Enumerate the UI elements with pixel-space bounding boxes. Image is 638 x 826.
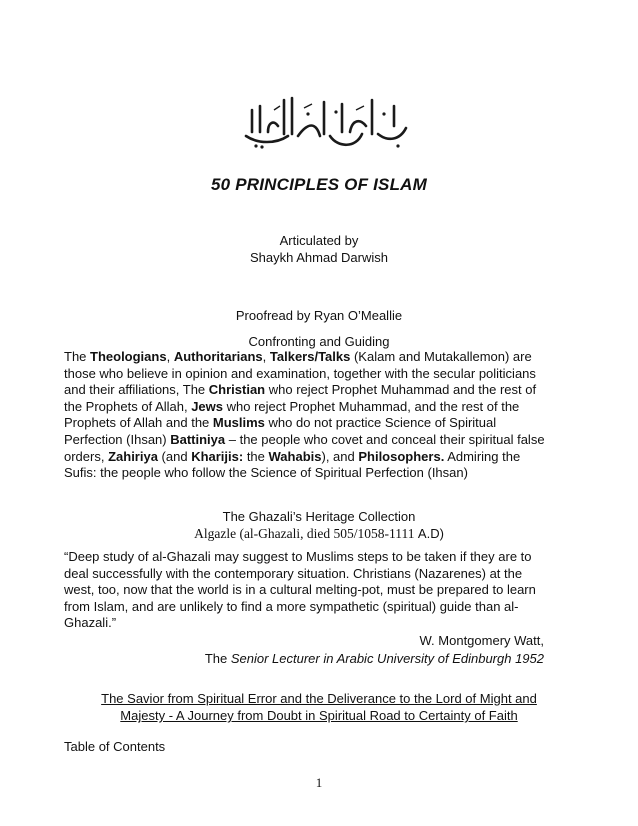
intro-paragraph: The Theologians, Authoritarians, Talkers/Talks (Kalam and Mutakallemon) are those who believe in opinion and examination, together with the secular politicians and their affiliations, The Christian who reject Prophet Muhammad and the rest of the Prophets of Allah, Jews who reject Prophet Muhammad, and the rest of the Prophets of Allah and the Muslims who do not practice Science of Spiritual Perfection (Ihsan) Battiniya – the people who covet and conceal their spiritual false orders, Zahiriya (and Kharijis: the Wahabis), and Philosophers. Admiring the Sufis: the people who follow the Science of Spiritual Perfection (Ihsan) bbox=[64, 349, 545, 481]
quote-author-role: The Senior Lecturer in Arabic University of Edinburgh 1952 bbox=[204, 651, 544, 666]
collection-subtitle bbox=[0, 525, 638, 542]
articulated-by-label: Articulated by bbox=[279, 233, 359, 248]
collection-name: The Ghazali’s Heritage Collection bbox=[222, 509, 416, 524]
intro-heading: Confronting and Guiding bbox=[248, 334, 390, 349]
watt-quote: “Deep study of al-Ghazali may suggest to Muslims steps to be taken if they are to deal successfully with the contemporary situation. Christians (Nazarenes) at the west, too, now that the world is in a cultural melting-pot, must be prepared to learn from Islam, and are unlikely to find a more sympathetic (spiritual) guide than al-Ghazali.” bbox=[64, 549, 536, 631]
proofreader: Proofread by Ryan O’Meallie bbox=[235, 308, 403, 323]
basmala-calligraphy bbox=[238, 92, 413, 154]
collection-subtitle-serif: Algazle (al-Ghazali, died 505/1058-1111 bbox=[194, 526, 418, 541]
book-title-line-1: The Savior from Spiritual Error and the Deliverance to the Lord of Might and bbox=[101, 691, 537, 706]
quote-author: W. Montgomery Watt, bbox=[419, 633, 544, 648]
table-of-contents-heading: Table of Contents bbox=[64, 739, 166, 754]
document-title: 50 PRINCIPLES OF ISLAM bbox=[211, 175, 427, 194]
page-number: 1 bbox=[315, 775, 323, 790]
book-title-line-2: Majesty - A Journey from Doubt in Spiritual Road to Certainty of Faith bbox=[120, 708, 518, 723]
collection-subtitle-end: A.D) bbox=[417, 526, 444, 541]
book-title bbox=[0, 690, 638, 724]
author-name: Shaykh Ahmad Darwish bbox=[249, 250, 388, 265]
quote-author-role-italic: Senior Lecturer in Arabic University of Edinburgh 1952 bbox=[230, 651, 544, 666]
